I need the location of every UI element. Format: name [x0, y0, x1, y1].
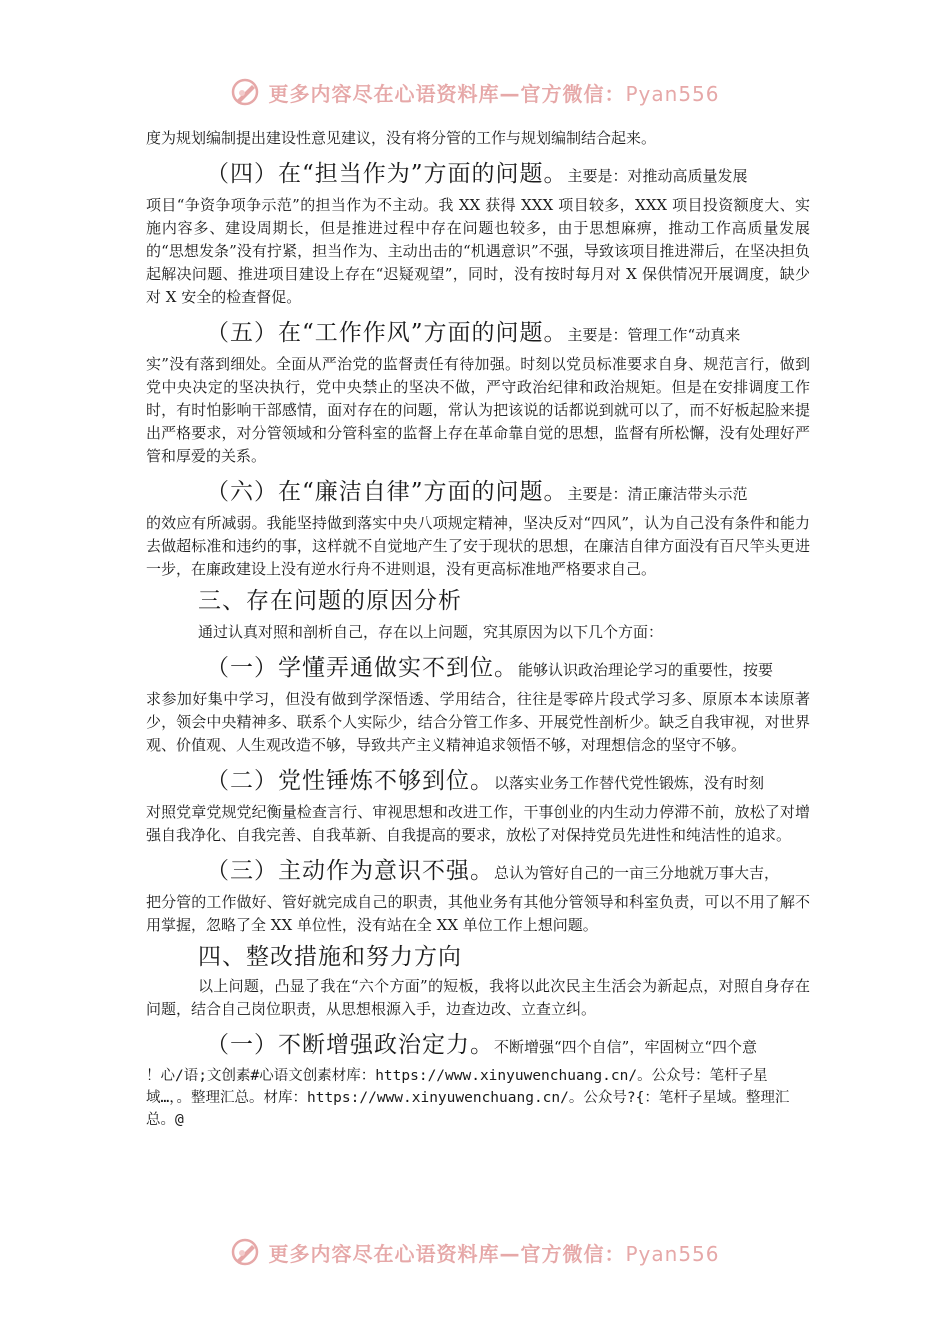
issue-heading: （五）在“工作作风”方面的问题。	[206, 320, 568, 346]
cause-body: 对照党章党规党纪衡量检查言行、审视思想和改进工作，干事创业的内生动力停滞不前，放松了对增强自我净化、自我完善、自我革新、自我提高的要求，放松了对保持党员先进性和纯洁性的追求。	[146, 803, 810, 844]
watermark-footer	[0, 1232, 950, 1272]
cause-item-3	[146, 851, 810, 937]
section-intro: 通过认真对照和剖析自己，存在以上问题，究其原因为以下几个方面：	[198, 623, 664, 641]
issue-item-4	[146, 154, 810, 309]
issue-lead: 主要是：清正廉洁带头示范	[567, 485, 748, 503]
section-title: 四、整改措施和努力方向	[198, 944, 462, 970]
issue-lead: 主要是：对推动高质量发展	[567, 167, 748, 185]
opening-line: 度为规划编制提出建设性意见建议，没有将分管的工作与规划编制结合起来。	[146, 129, 657, 147]
cause-lead: 总认为管好自己的一亩三分地就万事大吉，	[494, 864, 780, 882]
issue-lead: 主要是：管理工作“动真来	[567, 326, 741, 344]
cause-lead: 能够认识政治理论学习的重要性，按要	[518, 661, 774, 679]
source-note: ！心/语;文创素#心语文创素材库：https://www.xinyuwenchuang.cn/。公众号：笔杆子星域…，。整理汇总。材库：https://www.xinyuwenchuang.cn/。公众号?{：笔杆子星域。整理汇总。@	[146, 1068, 790, 1128]
measure-item-1	[146, 1025, 810, 1065]
watermark-wechat-id: Pyan556	[625, 1241, 720, 1266]
section-title: 三、存在问题的原因分析	[198, 588, 462, 614]
issue-item-5	[146, 313, 810, 468]
watermark-text: 更多内容尽在心语资料库—官方微信：Pyan556	[268, 1241, 720, 1266]
watermark-header	[0, 72, 950, 112]
cause-heading: （三）主动作为意识不强。	[206, 858, 494, 884]
cause-heading: （一）学懂弄通做实不到位。	[206, 655, 518, 681]
measure-heading: （一）不断增强政治定力。	[206, 1032, 494, 1058]
cause-body: 把分管的工作做好、管好就完成自己的职责，其他业务有其他分管领导和科室负责，可以不用了解不用掌握，忽略了全 XX 单位性，没有站在全 XX 单位工作上想问题。	[146, 893, 810, 934]
issue-body: 项目“争资争项争示范”的担当作为不主动。我 XX 获得 XXX 项目较多，XXX 项目投资额度大、实施内容多、建设周期长，但是推进过程中存在问题也较多，由于思想麻痹，推动工作高质量发展的“思想发条”没有拧紧，担当作为、主动出击的“机遇意识”不强，导致该项目推进滞后，在坚决担负起解决问题、推进项目建设上存在“迟疑观望”，同时，没有按时每月对 X 保供情况开展调度，缺少对 X 安全的检查督促。	[146, 196, 810, 306]
measure-lead: 不断增强“四个自信”，牢固树立“四个意	[494, 1038, 758, 1056]
watermark-text: 更多内容尽在心语资料库—官方微信：Pyan556	[268, 81, 720, 106]
issue-heading: （六）在“廉洁自律”方面的问题。	[206, 479, 568, 505]
watermark-wechat-id: Pyan556	[625, 81, 720, 106]
issue-body: 实”没有落到细处。全面从严治党的监督责任有待加强。时刻以党员标准要求自身、规范言行，做到党中央决定的坚决执行，党中央禁止的坚决不做，严守政治纪律和政治规矩。但是在安排调度工作时，有时怕影响干部感情，面对存在的问题，常认为把该说的话都说到就可以了，而不好板起脸来提出严格要求，对分管领域和分管科室的监督上存在革命靠自觉的思想，监督有所松懈，没有处理好严管和厚爱的关系。	[146, 355, 810, 465]
issue-body: 的效应有所减弱。我能坚持做到落实中央八项规定精神，坚决反对“四风”，认为自己没有条件和能力去做超标准和违约的事，这样就不自觉地产生了安于现状的思想，在廉洁自律方面没有百尺竿头更进一步，在廉政建设上没有逆水行舟不进则退，没有更高标准地严格要求自己。	[146, 514, 810, 578]
pen-circle-logo-icon	[230, 1237, 260, 1267]
cause-item-2	[146, 761, 810, 847]
cause-item-1	[146, 648, 810, 757]
cause-heading: （二）党性锤炼不够到位。	[206, 768, 494, 794]
issue-item-6	[146, 472, 810, 581]
issue-heading: （四）在“担当作为”方面的问题。	[206, 161, 568, 187]
cause-lead: 以落实业务工作替代党性锻炼，没有时刻	[494, 774, 765, 792]
section-intro: 以上问题，凸显了我在“六个方面”的短板，我将以此次民主生活会为新起点，对照自身存在问题，结合自己岗位职责，从思想根源入手，边查边改、立查立纠。	[146, 977, 810, 1018]
cause-body: 求参加好集中学习，但没有做到学深悟透、学用结合，往往是零碎片段式学习多、原原本本读原著少，领会中央精神多、联系个人实际少，结合分管工作多、开展党性剖析少。缺乏自我审视，对世界观、价值观、人生观改造不够，导致共产主义精神追求领悟不够，对理想信念的坚守不够。	[146, 690, 810, 754]
document-body	[146, 127, 810, 1146]
pen-circle-logo-icon	[230, 77, 260, 107]
